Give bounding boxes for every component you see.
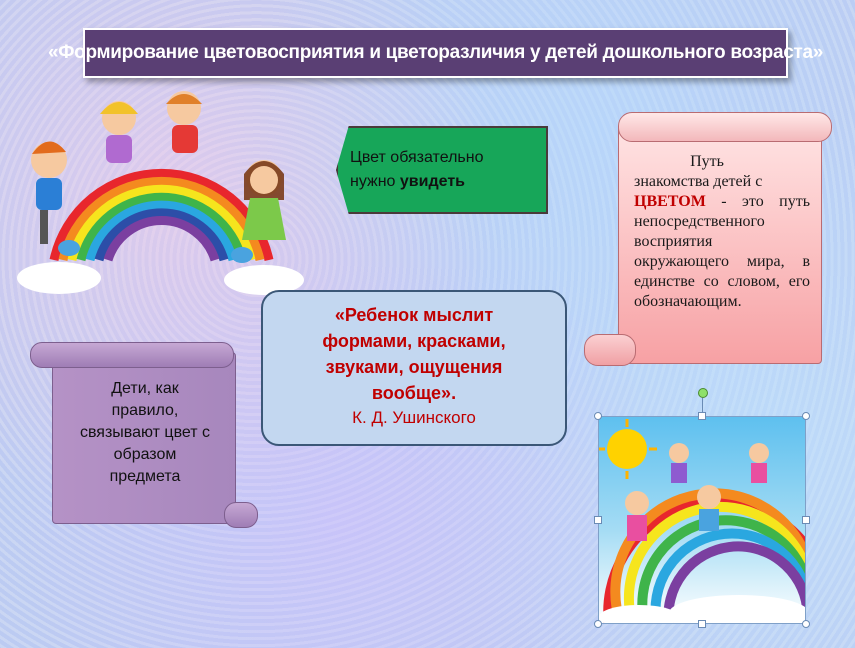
resize-handle-r[interactable] <box>802 516 810 524</box>
scroll-right-line2: знакомства детей с <box>634 173 763 190</box>
resize-handle-l[interactable] <box>594 516 602 524</box>
quote-line4: вообще». <box>371 383 457 403</box>
scroll-right-roll-bottom <box>584 334 636 366</box>
scroll-left-text <box>70 378 220 488</box>
scroll-right <box>584 112 830 370</box>
green-callout-bold: увидеть <box>399 173 465 190</box>
resize-handle-bl[interactable] <box>594 620 602 628</box>
sun-icon <box>599 419 657 479</box>
scroll-left-line1: Дети, как <box>111 380 179 397</box>
kid-blonde <box>100 101 138 163</box>
rainbow-kids-photo-svg <box>599 417 806 624</box>
kid-redhair <box>166 91 202 153</box>
resize-handle-tl[interactable] <box>594 412 602 420</box>
green-callout-line2 <box>350 170 540 194</box>
resize-handle-t[interactable] <box>698 412 706 420</box>
quote-box <box>261 290 567 446</box>
resize-handle-b[interactable] <box>698 620 706 628</box>
scroll-right-line1: Путь <box>690 153 724 170</box>
green-callout <box>336 126 548 214</box>
scroll-right-highlight: ЦВЕТОМ <box>634 193 706 210</box>
scroll-right-rest: - это путь непосредственного восприятия окружающего мира, в единстве со словом, его обозначающим. <box>634 193 811 310</box>
quote-line1: «Ребенок мыслит <box>334 305 494 325</box>
green-callout-prefix: нужно <box>350 173 400 190</box>
resize-handle-tr[interactable] <box>802 412 810 420</box>
scroll-left-line4: образом <box>113 446 177 463</box>
rotate-handle[interactable] <box>698 388 708 398</box>
kid-girl <box>242 160 286 240</box>
scroll-left-roll-top <box>30 342 234 368</box>
scroll-right-text <box>634 152 810 312</box>
scroll-left-line5: предмета <box>109 468 181 485</box>
quote-line3: звуками, ощущения <box>325 357 503 377</box>
rainbow-kids-illustration <box>14 90 314 300</box>
green-callout-line1: Цвет обязательно <box>350 149 484 166</box>
scroll-left <box>30 342 256 528</box>
scroll-left-line2: правило, <box>111 402 179 419</box>
quote-author: К. Д. Ушинского <box>352 408 476 427</box>
scroll-right-roll-top <box>618 112 832 142</box>
page-title: «Формирование цветовосприятия и цветоразличия у детей дошкольного возраста» <box>47 42 824 63</box>
title-banner <box>47 28 824 78</box>
quote-line2: формами, красками, <box>322 331 506 351</box>
rainbow-kids-photo[interactable] <box>598 416 806 624</box>
resize-handle-br[interactable] <box>802 620 810 628</box>
scroll-left-line3: связывают цвет с <box>79 424 211 441</box>
scroll-left-roll-bottom <box>224 502 258 528</box>
